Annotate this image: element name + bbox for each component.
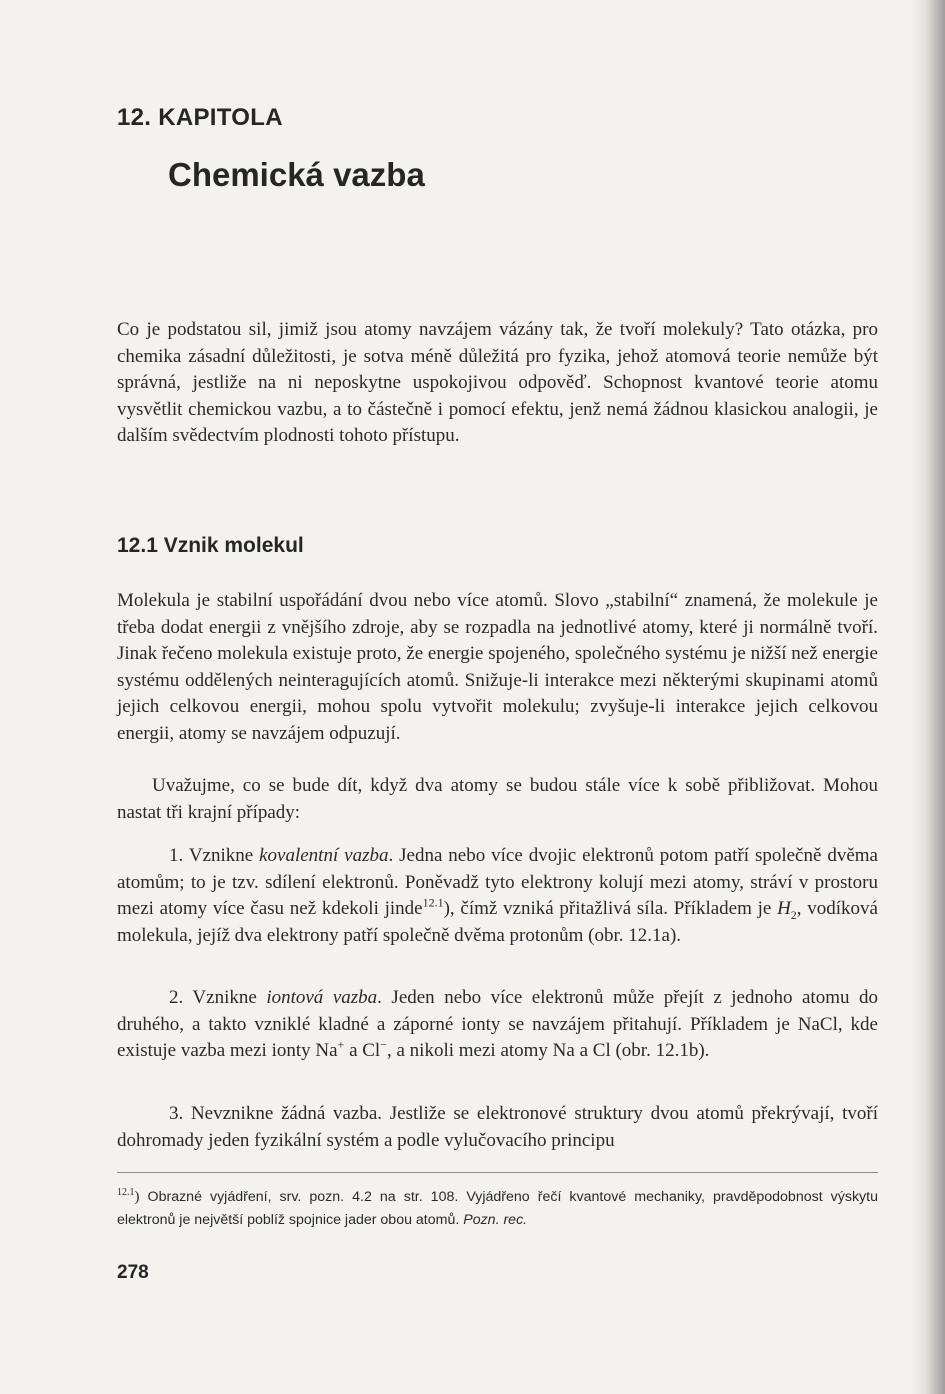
- section-paragraph-2: Uvažujme, co se bude dít, když dva atomy se budou stále více k sobě přibližovat. Mohou nastat tři krajní případy:: [117, 775, 878, 823]
- list-item-ionic: 2. Vznikne iontová vazba. Jeden nebo více elektronů může přejít z jednoho atomu do druhého, a takto vzniklé kladné a záporné ionty se navzájem přitahují. Příkladem je NaCl, kde existuje vazba mezi ionty Na+ a Cl−, a nikoli mezi atomy Na a Cl (obr. 12.1b).: [117, 987, 879, 1062]
- chapter-label: 12. KAPITOLA: [117, 104, 283, 131]
- ion-charge-minus: −: [380, 1037, 387, 1052]
- footnote-note: Pozn. rec.: [463, 1212, 528, 1228]
- intro-paragraph: Co je podstatou sil, jimiž jsou atomy navzájem vázány tak, že tvoří molekuly? Tato otázka, pro chemika zásadní důležitosti, je sotva méně důležitá pro fyzika, jehož atomová teorie nemůže být správná, jestliže na ni neposkytne uspokojivou odpověď. Schopnost kvantové teorie atomu vysvětlit chemickou vazbu, a to částečně i pomocí efektu, jenž nemá žádnou klasickou analogii, je dalším svědectvím plodnosti tohoto přístupu.: [117, 319, 878, 447]
- list-item-no-bond: 3. Nevznikne žádná vazba. Jestliže se elektronové struktury dvou atomů překrývají, tvoří dohromady jeden fyzikální systém a podle vylučovacího principu: [117, 1103, 878, 1151]
- page-number: 278: [117, 1262, 149, 1283]
- footnote: [117, 1186, 878, 1232]
- list-item-covalent: 1. Vznikne kovalentní vazba. Jedna nebo více dvojic elektronů potom patří společně dvěma atomům; to je tzv. sdílení elektronů. Poněvadž tyto elektrony kolují mezi atomy, stráví v prostoru mezi atomy více času než kdekoli jinde$^{12.1}$), čímž vzniká přitažlivá síla. Příkladem je $H_2$, vodíková molekula, jejíž dva elektrony patří společně dvěma protonům (obr. 12.1a).: [117, 845, 878, 946]
- term-ionic: iontová vazba: [266, 987, 378, 1008]
- footnote-divider: [117, 1172, 878, 1173]
- footnote-ref: 12.1: [422, 895, 444, 910]
- item-lead: 2. Vznikne: [169, 987, 267, 1008]
- chapter-title: Chemická vazba: [168, 156, 425, 193]
- footnote-text: Obrazné vyjádření, srv. pozn. 4.2 na str. 108. Vyjádřeno řečí kvantové mechaniky, pravděpodobnost výskytu elektronů je největší poblíž spojnice jader obou atomů.: [117, 1189, 878, 1228]
- item-lead: 1. Vznikne: [169, 845, 260, 866]
- formula-symbol: H: [777, 898, 791, 920]
- section-heading: 12.1 Vznik molekul: [117, 534, 304, 557]
- footnote-mark: $^{12.1}$): [117, 1187, 140, 1205]
- page-edge-shadow: [911, 0, 945, 1394]
- ion-charge-plus: +: [337, 1037, 345, 1052]
- term-covalent: kovalentní vazba: [259, 845, 389, 866]
- section-paragraph-1: Molekula je stabilní uspořádání dvou nebo více atomů. Slovo „stabilní“ znamená, že molekule je třeba dodat energii z vnějšího zdroje, aby se rozpadla na jednotlivé atomy, které ji normálně tvoří. Jinak řečeno molekula existuje proto, že energie spojeného, společného systému je nižší než energie systému oddělených neinteragujících atomů. Snižuje-li interakce mezi některými skupinami atomů jejich celkovou energii, mohou spolu vytvořit molekulu; zvyšuje-li interakce jejich celkovou energii, atomy se navzájem odpuzují.: [117, 590, 878, 744]
- formula-subscript: 2: [790, 907, 797, 922]
